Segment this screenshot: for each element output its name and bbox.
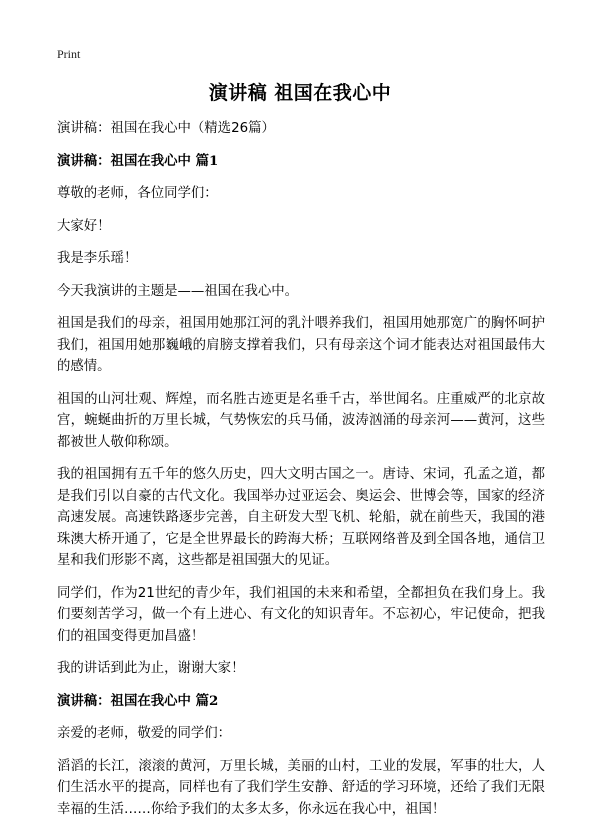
page-title: 演讲稿 祖国在我心中	[208, 82, 392, 104]
section-heading-1: 演讲稿：祖国在我心中 篇1	[57, 152, 219, 169]
paragraph: 祖国是我们的母亲，祖国用她那江河的乳汁喂养我们，祖国用她那宽广的胸怀呵护我们，祖国用她那巍峨的肩膀支撑着我们，只有母亲这个词才能表达对祖国最伟大的感情。	[57, 316, 545, 374]
paragraph: 今天我演讲的主题是——祖国在我心中。	[57, 283, 299, 299]
paragraph: 尊敬的老师，各位同学们：	[57, 186, 218, 201]
paragraph: 我的讲话到此为止，谢谢大家！	[57, 661, 245, 676]
paragraph: 滔滔的长江，滚滚的黄河，万里长城，美丽的山村，工业的发展，军事的壮大，人们生活水平的提高，同样也有了我们学生安静、舒适的学习环境，还给了我们无限幸福的生活……你给予我们的太多太多，你永远在我心中，祖国！	[57, 758, 545, 817]
paragraph: 我的祖国拥有五千年的悠久历史，四大文明古国之一。唐诗、宋词，孔孟之道，都是我们引以自豪的古代文化。我国举办过亚运会、奥运会、世博会等，国家的经济高速发展。高速铁路逐步完善，自主研发大型飞机、轮船，就在前些天，我国的港珠澳大桥开通了，它是全世界最长的跨海大桥；互联网络普及到全国各地，通信卫星和我们形影不离，这些都是祖国强大的见证。	[57, 467, 545, 568]
paragraph: 祖国的山河壮观、辉煌，而名胜古迹更是名垂千古，举世闻名。庄重威严的北京故宫，蜿蜒曲折的万里长城，气势恢宏的兵马俑，波涛汹涌的母亲河——黄河，这些都被世人敬仰称颂。	[57, 391, 545, 450]
document-body	[57, 118, 545, 831]
print-link[interactable]: Print	[57, 47, 81, 61]
paragraph: 同学们，作为21世纪的青少年，我们祖国的未来和希望，全都担负在我们身上。我们要刻苦学习，做一个有上进心、有文化的知识青年。不忘初心，牢记使命，把我们的祖国变得更加昌盛！	[57, 585, 545, 644]
paragraph: 我是李乐瑶！	[57, 251, 138, 266]
subtitle: 演讲稿：祖国在我心中（精选26篇）	[57, 121, 275, 136]
paragraph: 大家好！	[57, 218, 111, 234]
paragraph: 亲爱的老师，敬爱的同学们：	[57, 726, 232, 741]
section-heading-2: 演讲稿：祖国在我心中 篇2	[57, 692, 219, 709]
